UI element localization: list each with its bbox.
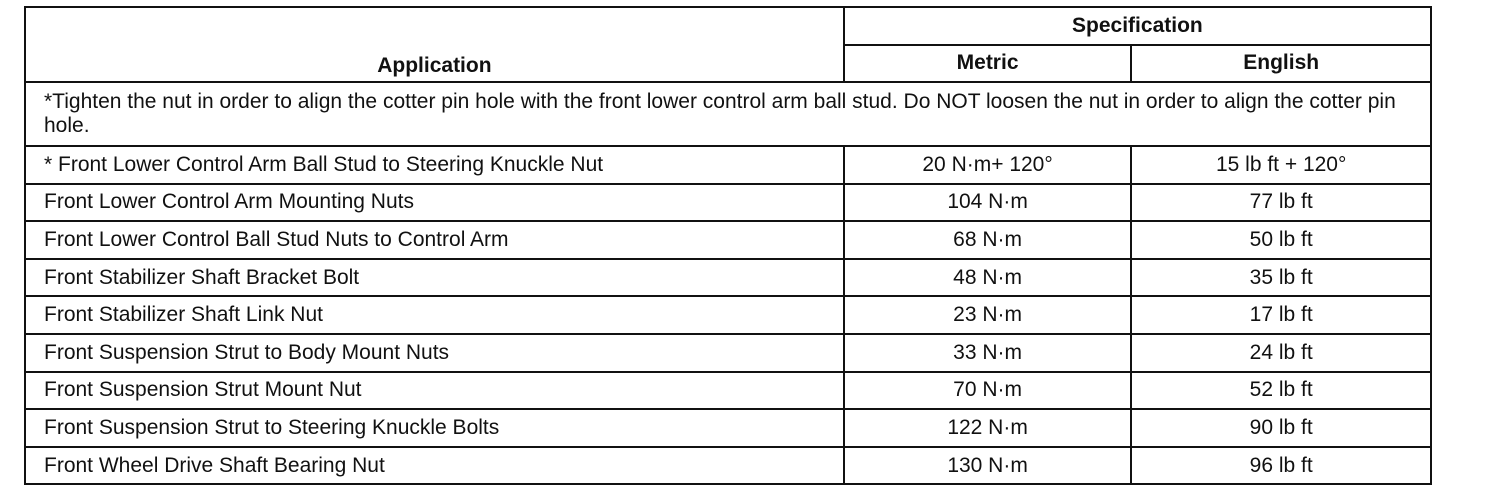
table-row	[25, 296, 1431, 334]
application-cell: Front Suspension Strut to Body Mount Nuts	[25, 334, 844, 372]
english-cell: 17 lb ft	[1131, 296, 1431, 334]
application-cell: Front Wheel Drive Shaft Bearing Nut	[25, 447, 844, 485]
metric-cell: 20 N·m+ 120°	[844, 146, 1132, 184]
header-specification: Specification	[844, 7, 1431, 45]
metric-cell: 68 N·m	[844, 221, 1132, 259]
metric-cell: 33 N·m	[844, 334, 1132, 372]
table-row	[25, 409, 1431, 447]
application-cell: Front Lower Control Arm Mounting Nuts	[25, 184, 844, 222]
header-metric: Metric	[844, 45, 1132, 83]
metric-cell: 23 N·m	[844, 296, 1132, 334]
table-row	[25, 221, 1431, 259]
note-text: *Tighten the nut in order to align the cotter pin hole with the front lower control arm ball stud. Do NOT loosen the nut in order to align the cotter pin hole.	[25, 82, 1431, 146]
metric-cell: 104 N·m	[844, 184, 1132, 222]
table-row	[25, 447, 1431, 485]
metric-cell: 48 N·m	[844, 259, 1132, 297]
english-cell: 77 lb ft	[1131, 184, 1431, 222]
torque-spec-table	[24, 6, 1432, 485]
english-cell: 15 lb ft + 120°	[1131, 146, 1431, 184]
english-cell: 50 lb ft	[1131, 221, 1431, 259]
application-cell: Front Stabilizer Shaft Bracket Bolt	[25, 259, 844, 297]
table-row	[25, 334, 1431, 372]
application-cell: Front Suspension Strut Mount Nut	[25, 372, 844, 410]
english-cell: 35 lb ft	[1131, 259, 1431, 297]
metric-cell: 130 N·m	[844, 447, 1132, 485]
application-cell: Front Stabilizer Shaft Link Nut	[25, 296, 844, 334]
table-row	[25, 372, 1431, 410]
application-cell: * Front Lower Control Arm Ball Stud to Steering Knuckle Nut	[25, 146, 844, 184]
metric-cell: 70 N·m	[844, 372, 1132, 410]
table-row	[25, 184, 1431, 222]
header-application: Application	[25, 7, 844, 82]
application-cell: Front Lower Control Ball Stud Nuts to Control Arm	[25, 221, 844, 259]
application-cell: Front Suspension Strut to Steering Knuckle Bolts	[25, 409, 844, 447]
metric-cell: 122 N·m	[844, 409, 1132, 447]
table-row	[25, 146, 1431, 184]
english-cell: 24 lb ft	[1131, 334, 1431, 372]
table-row	[25, 259, 1431, 297]
english-cell: 52 lb ft	[1131, 372, 1431, 410]
english-cell: 90 lb ft	[1131, 409, 1431, 447]
english-cell: 96 lb ft	[1131, 447, 1431, 485]
header-english: English	[1131, 45, 1431, 83]
